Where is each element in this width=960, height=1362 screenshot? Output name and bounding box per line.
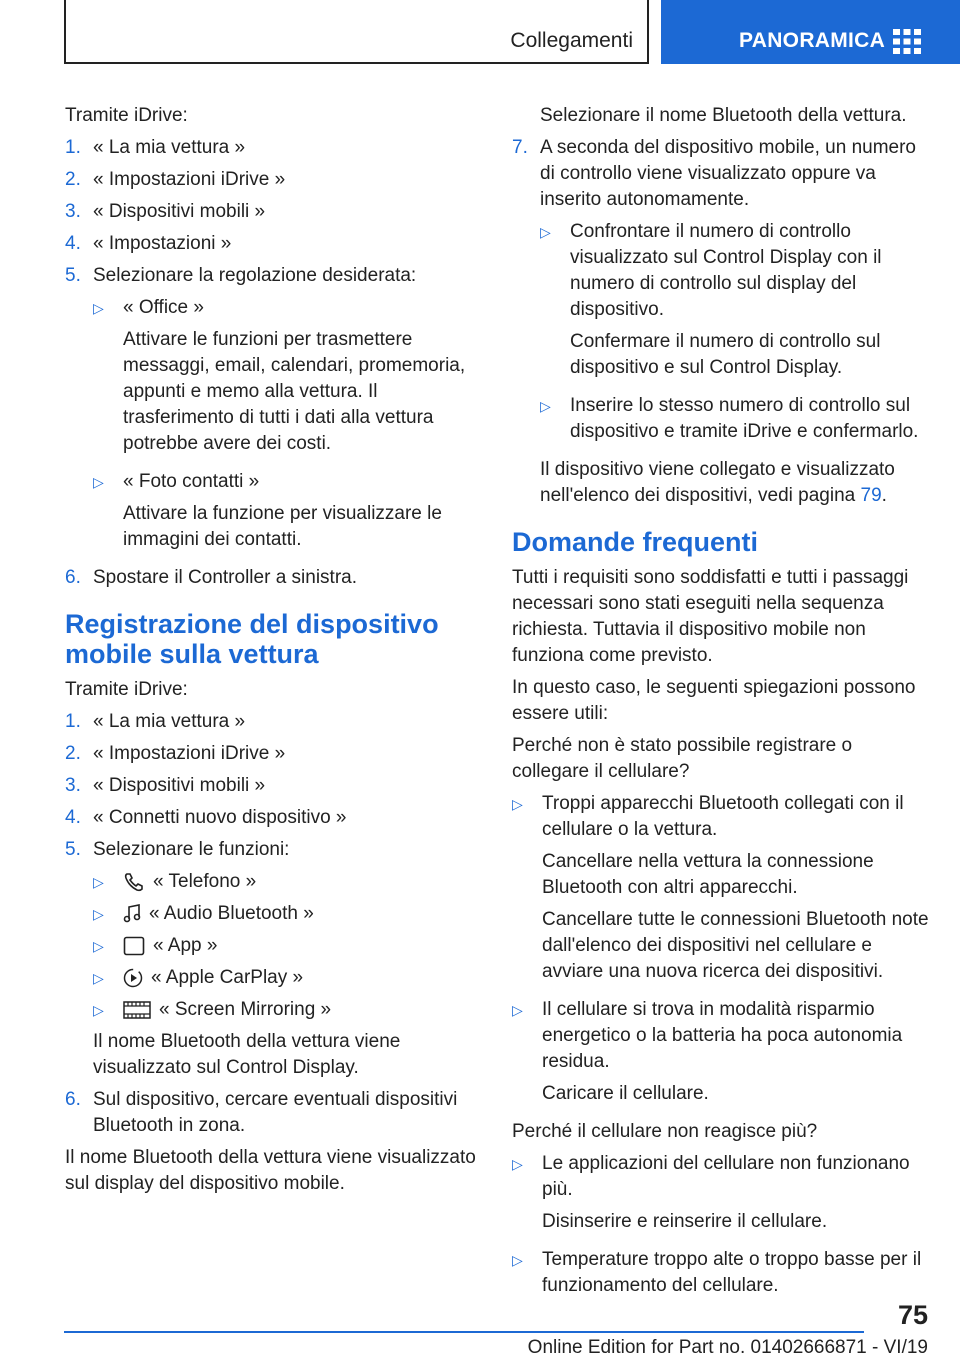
answer-cause: Temperature troppo alte o troppo basse per il funzionamento del cellulare. <box>542 1249 922 1296</box>
function-item <box>93 869 485 895</box>
function-item <box>93 965 485 991</box>
step-text: Selezionare le funzioni: <box>93 839 290 860</box>
step-number: 6. <box>65 567 81 588</box>
footer-divider <box>64 1331 864 1333</box>
triangle-bullet-icon: ▷ <box>93 474 104 490</box>
page-reference-link[interactable]: 79 <box>860 485 882 506</box>
section-heading-registration: Registrazione del dispositivo mobile sulla vettura <box>65 609 439 669</box>
list-item <box>65 1087 485 1139</box>
option-title: « Foto contatti » <box>123 471 260 492</box>
functions-note: Il nome Bluetooth della vettura viene visualizzato sul Control Display. <box>93 1031 401 1078</box>
list-item <box>65 805 485 831</box>
step-text: Spostare il Controller a sinistra. <box>93 567 357 588</box>
step-number: 1. <box>65 711 81 732</box>
faq-question: Perché il cellulare non reagisce più? <box>512 1121 818 1142</box>
step-number: 6. <box>65 1089 81 1110</box>
list-item <box>65 231 485 257</box>
result-text-end: . <box>881 485 887 506</box>
triangle-bullet-icon: ▷ <box>93 970 104 986</box>
step-text: Sul dispositivo, cercare eventuali dispositivi Bluetooth in zona. <box>93 1089 458 1136</box>
triangle-bullet-icon: ▷ <box>512 1252 523 1268</box>
step-number: 4. <box>65 233 81 254</box>
step-text: « Connetti nuovo dispositivo » <box>93 807 347 828</box>
intro-text: Tramite iDrive: <box>65 679 188 700</box>
step-number: 4. <box>65 807 81 828</box>
list-item <box>512 135 932 213</box>
step-text: « Impostazioni » <box>93 233 232 254</box>
header-section-box <box>64 0 649 64</box>
function-label: « Telefono » <box>153 871 257 892</box>
option-title: « Office » <box>123 297 204 318</box>
list-item <box>65 199 485 225</box>
header-section-title: Collegamenti <box>510 29 633 52</box>
answer-remedy: Cancellare nella vettura la connessione Bluetooth con altri apparecchi. <box>542 851 874 898</box>
list-item <box>65 837 485 863</box>
answer-remedy: Disinserire e reinserire il cellulare. <box>542 1211 828 1232</box>
bullet-item <box>540 219 932 387</box>
option-item <box>93 295 485 463</box>
music-note-icon <box>123 904 141 924</box>
option-item <box>93 469 485 559</box>
list-item <box>65 263 485 289</box>
triangle-bullet-icon: ▷ <box>93 874 104 890</box>
triangle-bullet-icon: ▷ <box>93 1002 104 1018</box>
list-item <box>65 741 485 767</box>
header-tab-label: PANORAMICA <box>739 29 886 52</box>
faq-answer-item <box>512 791 932 991</box>
bullet-item <box>540 393 932 451</box>
option-description: Attivare la funzione per visualizzare le immagini dei contatti. <box>123 503 442 550</box>
answer-cause: Il cellulare si trova in modalità risparmio energetico o la batteria ha poca autonomia residua. <box>542 999 903 1072</box>
intro-text: Tramite iDrive: <box>65 105 188 126</box>
left-column <box>65 103 485 1203</box>
answer-remedy: Caricare il cellulare. <box>542 1083 709 1104</box>
step-text: « Impostazioni iDrive » <box>93 169 286 190</box>
list-item <box>65 135 485 161</box>
step-number: 5. <box>65 265 81 286</box>
step-text: « Dispositivi mobili » <box>93 201 266 222</box>
faq-answer-item <box>512 997 932 1113</box>
continued-text: Selezionare il nome Bluetooth della vettura. <box>540 105 907 126</box>
list-item <box>65 167 485 193</box>
step-text: Selezionare la regolazione desiderata: <box>93 265 417 286</box>
header-tab-panoramica[interactable] <box>661 0 960 64</box>
right-column <box>512 103 932 1311</box>
app-square-icon <box>123 936 145 956</box>
faq-paragraph: Tutti i requisiti sono soddisfatti e tutti i passaggi necessari sono stati eseguiti nella sequenza richiesta. Tuttavia il dispositivo mobile non funziona come previsto. <box>512 567 909 666</box>
triangle-bullet-icon: ▷ <box>93 906 104 922</box>
step-text: « La mia vettura » <box>93 137 246 158</box>
carplay-play-icon <box>123 968 143 988</box>
answer-cause: Le applicazioni del cellulare non funzionano più. <box>542 1153 910 1200</box>
triangle-bullet-icon: ▷ <box>512 1002 523 1018</box>
faq-question: Perché non è stato possibile registrare o collegare il cellulare? <box>512 735 853 782</box>
answer-cause: Troppi apparecchi Bluetooth collegati con il cellulare o la vettura. <box>542 793 904 840</box>
result-text-body: Il dispositivo viene collegato e visualizzato nell'elenco dei dispositivi, vedi pagina <box>540 459 895 506</box>
step-text: « Impostazioni iDrive » <box>93 743 286 764</box>
bullet-text: Inserire lo stesso numero di controllo sul dispositivo e tramite iDrive e confermarlo. <box>570 395 919 442</box>
step-number: 7. <box>512 137 528 158</box>
function-label: « App » <box>153 935 218 956</box>
faq-answer-item <box>512 1151 932 1241</box>
step-number: 3. <box>65 775 81 796</box>
page-number: 75 <box>897 1300 928 1330</box>
faq-paragraph: In questo caso, le seguenti spiegazioni possono essere utili: <box>512 677 916 724</box>
triangle-bullet-icon: ▷ <box>512 796 523 812</box>
answer-remedy: Cancellare tutte le connessioni Bluetooth note dall'elenco dei dispositivi nel cellulare e avviare una nuova ricerca dei dispositivi. <box>542 909 929 982</box>
list-item <box>65 565 485 591</box>
function-label: « Screen Mirroring » <box>159 999 332 1020</box>
option-description: Attivare le funzioni per trasmettere messaggi, email, calendari, promemoria, appunti e memo alla vettura. Il trasferimento di tutti i dati alla vettura potrebbe avere dei costi. <box>123 329 466 454</box>
triangle-bullet-icon: ▷ <box>93 938 104 954</box>
function-item <box>93 997 485 1023</box>
step-number: 3. <box>65 201 81 222</box>
function-item <box>93 933 485 959</box>
triangle-bullet-icon: ▷ <box>93 300 104 316</box>
faq-answer-item <box>512 1247 932 1305</box>
function-label: « Apple CarPlay » <box>151 967 304 988</box>
list-item <box>65 709 485 735</box>
function-item <box>93 901 485 927</box>
function-label: « Audio Bluetooth » <box>149 903 314 924</box>
triangle-bullet-icon: ▷ <box>540 224 551 240</box>
step-note: Il nome Bluetooth della vettura viene visualizzato sul display del dispositivo mobile. <box>65 1147 476 1194</box>
step-text: A seconda del dispositivo mobile, un numero di controllo viene visualizzato oppure va inserito autonomamente. <box>540 137 917 210</box>
step-number: 2. <box>65 743 81 764</box>
result-text <box>540 457 932 509</box>
phone-icon <box>123 872 145 892</box>
triangle-bullet-icon: ▷ <box>540 398 551 414</box>
triangle-bullet-icon: ▷ <box>512 1156 523 1172</box>
grid-icon <box>893 29 921 54</box>
step-number: 2. <box>65 169 81 190</box>
screen-mirroring-icon <box>123 1000 151 1020</box>
step-number: 1. <box>65 137 81 158</box>
step-text: « Dispositivi mobili » <box>93 775 266 796</box>
footer-edition: Online Edition for Part no. 01402666871 - VI/19 <box>527 1337 928 1358</box>
bullet-note: Confermare il numero di controllo sul dispositivo e sul Control Display. <box>570 331 881 378</box>
list-item <box>65 773 485 799</box>
section-heading-faq: Domande frequenti <box>512 527 759 557</box>
step-text: « La mia vettura » <box>93 711 246 732</box>
bullet-text: Confrontare il numero di controllo visualizzato sul Control Display con il numero di controllo sul display del dispositivo. <box>570 221 882 320</box>
step-number: 5. <box>65 839 81 860</box>
